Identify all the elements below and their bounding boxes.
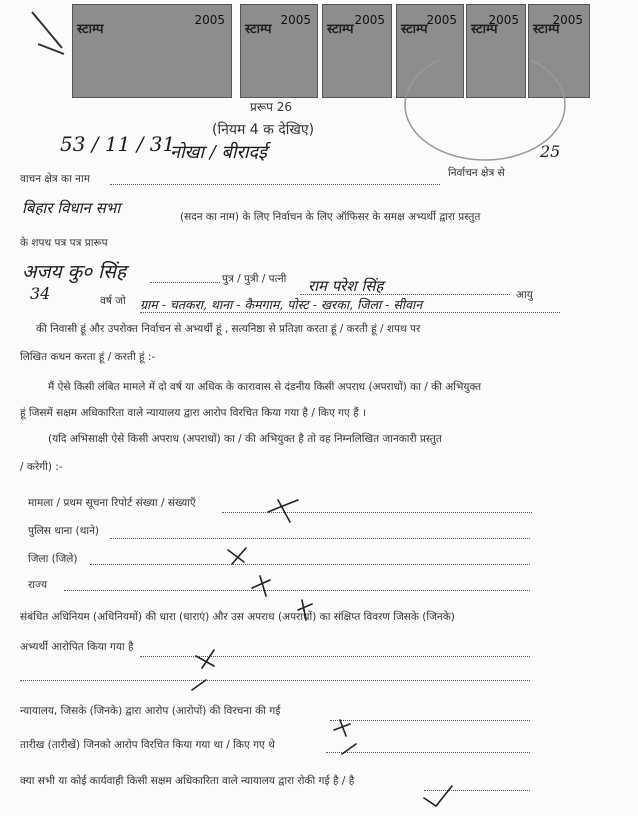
affidavit-title: के शपथ पत्र पत्र प्रारूप	[20, 237, 108, 249]
declaration-para-1b: हूं जिसमें सक्षम अधिकारिता वाले न्यायालय द्वारा आरोप विरचित किया गया है / किए गए हैं ।	[20, 407, 367, 419]
stamp-text: स्टाम्प	[533, 22, 560, 37]
q-proceedings-stayed: क्या सभी या कोई कार्यवाही किसी सक्षम अधिकारिता वाले न्यायालय द्वारा रोकी गई है / है	[20, 775, 355, 787]
stamp-year: 2005	[354, 13, 385, 27]
stamp-text: स्टाम्प	[327, 22, 354, 37]
q-district: जिला (जिले)	[28, 553, 78, 565]
q-act-sections: संबंधित अधिनियम (अधिनियमों) की धारा (धाराएं) और उस अपराध (अपराधों) का संक्षिप्त विवरण जिसके (जिनके)	[20, 611, 455, 623]
statement-end: लिखित कथन करता हूं / करती हूं :-	[20, 351, 156, 363]
rule-reference: (नियम 4 क देखिए)	[212, 122, 315, 138]
house-name: बिहार विधान सभा	[22, 199, 121, 217]
constituency-name: नोखा / बीरादई	[170, 142, 267, 163]
years-label: वर्ष जो	[100, 295, 126, 307]
age-label: आयु	[516, 289, 533, 301]
residence-statement: की निवासी हूं और उपरोक्त निर्वाचन से अभ्यर्थी हूं , सत्यनिष्ठा से प्रतिज्ञा करता हूं / करती हूं / शपथ पर	[36, 323, 421, 335]
stamp-text: स्टाम्प	[77, 22, 104, 37]
stamp-text: स्टाम्प	[245, 22, 272, 37]
candidate-address: ग्राम - चतकरा, थाना - कैमगाम, पोस्ट - खरका, जिला - सीवान	[140, 297, 423, 312]
declaration-para-1a: मैं ऐसे किसी लंबित मामले में दो वर्ष या अधिक के कारावास से दंडनीय किसी अपराध (अपराधों) का / की अभियुक्त	[48, 381, 482, 393]
stamp-year: 2005	[194, 13, 225, 27]
declaration-para-2b: / करेगी) :-	[20, 461, 63, 473]
stamp-year: 2005	[488, 13, 519, 27]
q-charge-date: तारीख (तारीखें) जिनको आरोप विरचित किया गया था / किए गए थे	[20, 739, 275, 751]
candidate-name: अजय कु० सिंह	[22, 261, 127, 283]
stamp-text: स्टाम्प	[401, 22, 428, 37]
q-state: राज्य	[28, 579, 48, 591]
relation-label: पुत्र / पुत्री / पत्नी	[222, 273, 287, 285]
corner-number: 25	[540, 142, 561, 161]
father-name: राम परेश सिंह	[308, 277, 384, 295]
q-fir-number: मामला / प्रथम सूचना रिपोर्ट संख्या / संख्याएँ	[28, 497, 196, 509]
candidate-age: 34	[30, 284, 51, 303]
stamp-year: 2005	[280, 13, 311, 27]
q-police-station: पुलिस थाना (थाने)	[28, 525, 100, 537]
q-charged: अभ्यर्थी आरोपित किया गया है	[20, 641, 134, 653]
constituency-label: वाचन क्षेत्र का नाम	[20, 173, 90, 185]
stamp-text: स्टाम्प	[471, 22, 498, 37]
form-number: प्ररूप 26	[250, 100, 293, 114]
declaration-para-2a: (यदि अभिसाक्षी ऐसे किसी अपराध (अपराधों) का / की अभियुक्त है तो वह निम्नलिखित जानकारी प्रस्तुत	[48, 433, 442, 445]
house-line-text: (सदन का नाम) के लिए निर्वाचन के लिए ऑफिसर के समक्ष अभ्यर्थी द्वारा प्रस्तुत	[180, 211, 481, 223]
stamp-year: 2005	[552, 13, 583, 27]
stamp-year: 2005	[426, 13, 457, 27]
q-court: न्यायालय, जिसके (जिनके) द्वारा आरोप (आरोपों) की विरचना की गई	[20, 705, 281, 717]
constituency-suffix: निर्वाचन क्षेत्र से	[448, 167, 505, 179]
serial-number: 53 / 11 / 31	[60, 132, 176, 156]
